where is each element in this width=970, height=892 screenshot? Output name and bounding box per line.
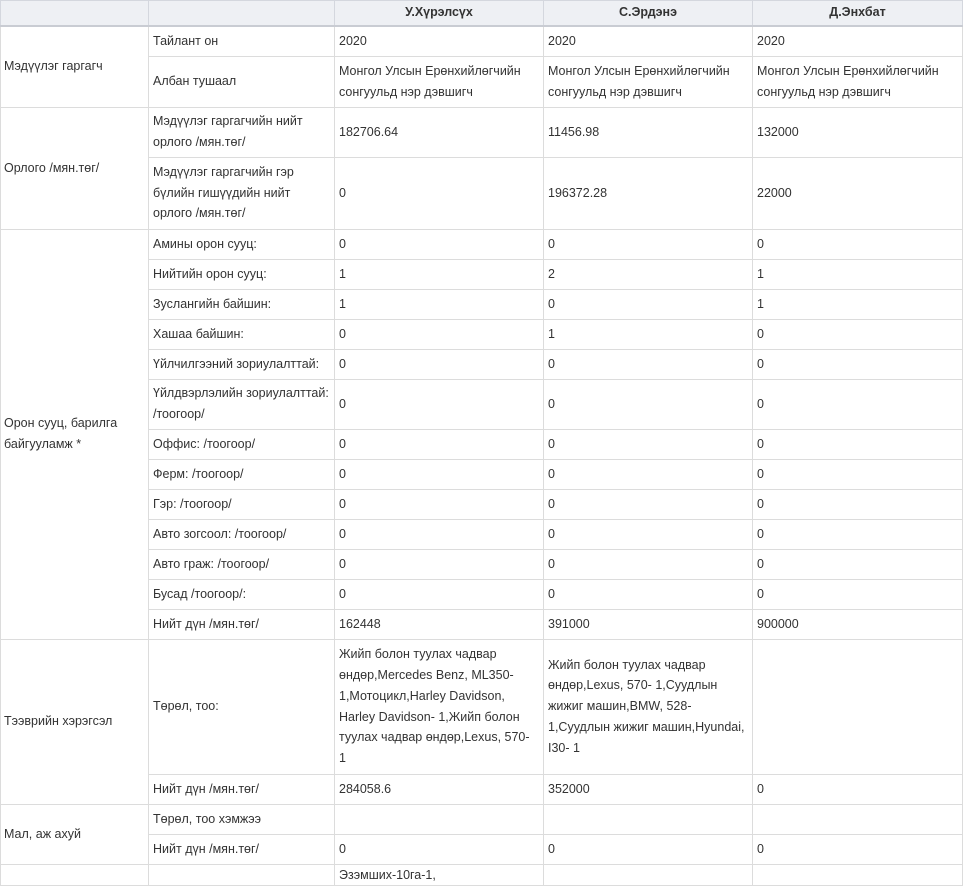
cell-value — [335, 804, 544, 834]
row-label: Төрөл, тоо хэмжээ — [149, 804, 335, 834]
cell-value: 182706.64 — [335, 107, 544, 157]
cell-value: 284058.6 — [335, 774, 544, 804]
cell-value: 0 — [335, 549, 544, 579]
cell-value: Монгол Улсын Ерөнхийлөгчийн сонгуульд нэр дэвшигч — [335, 56, 544, 107]
header-candidate-2: С.Эрдэнэ — [544, 1, 753, 27]
cell-value: 2020 — [335, 26, 544, 56]
table-row-partial — [1, 864, 963, 886]
cell-value: 900000 — [753, 609, 963, 639]
row-label: Албан тушаал — [149, 56, 335, 107]
cell-value: 0 — [753, 774, 963, 804]
cell-value: 0 — [544, 519, 753, 549]
row-label: Бусад /тоогоор/: — [149, 579, 335, 609]
cell-value: 196372.28 — [544, 157, 753, 229]
row-label: Хашаа байшин: — [149, 319, 335, 349]
cell-value: 0 — [335, 459, 544, 489]
cell-value: Жийп болон туулах чадвар өндөр,Lexus, 570- 1,Суудлын жижиг машин,BMW, 528- 1,Суудлын жижиг машин,Hyundai, I30- 1 — [544, 639, 753, 774]
cell-value: 0 — [753, 379, 963, 429]
cell-value: 1 — [544, 319, 753, 349]
cell-value: 0 — [544, 349, 753, 379]
cell-value: 0 — [544, 289, 753, 319]
cell-value — [544, 804, 753, 834]
row-label: Зуслангийн байшин: — [149, 289, 335, 319]
row-label: Авто граж: /тоогоор/ — [149, 549, 335, 579]
cell-value: Эзэмших-10га-1, — [335, 864, 544, 886]
cell-value: 1 — [753, 289, 963, 319]
row-label: Үйлчилгээний зориулалттай: — [149, 349, 335, 379]
cell-value: 0 — [544, 489, 753, 519]
cell-value: Жийп болон туулах чадвар өндөр,Mercedes Benz, ML350- 1,Мотоцикл,Harley Davidson, Harley Davidson- 1,Жийп болон туулах чадвар өндөр,Lexus, 570- 1 — [335, 639, 544, 774]
table-row — [1, 639, 963, 774]
header-candidate-1: У.Хүрэлсүх — [335, 1, 544, 27]
cell-value: 162448 — [335, 609, 544, 639]
cell-value: 0 — [753, 834, 963, 864]
cell-value: 0 — [753, 519, 963, 549]
row-label: Авто зогсоол: /тоогоор/ — [149, 519, 335, 549]
cell-value: 0 — [335, 379, 544, 429]
cell-value: 0 — [335, 157, 544, 229]
cell-value: Монгол Улсын Ерөнхийлөгчийн сонгуульд нэр дэвшигч — [544, 56, 753, 107]
row-label: Төрөл, тоо: — [149, 639, 335, 774]
cell-value: 11456.98 — [544, 107, 753, 157]
table-row — [1, 107, 963, 157]
row-label: Гэр: /тоогоор/ — [149, 489, 335, 519]
cell-value: 22000 — [753, 157, 963, 229]
cell-value: 0 — [753, 459, 963, 489]
cell-value: Монгол Улсын Ерөнхийлөгчийн сонгуульд нэр дэвшигч — [753, 56, 963, 107]
row-label: Оффис: /тоогоор/ — [149, 429, 335, 459]
cell-value: 1 — [335, 259, 544, 289]
cell-value: 0 — [335, 834, 544, 864]
cell-value — [753, 639, 963, 774]
row-label: Ферм: /тоогоор/ — [149, 459, 335, 489]
category-partial — [1, 864, 149, 886]
cell-value: 0 — [335, 229, 544, 259]
row-label: Үйлдвэрлэлийн зориулалттай: /тоогоор/ — [149, 379, 335, 429]
cell-value: 1 — [753, 259, 963, 289]
cell-value: 0 — [544, 459, 753, 489]
row-label: Нийт дүн /мян.төг/ — [149, 609, 335, 639]
cell-value: 0 — [544, 229, 753, 259]
cell-value: 0 — [544, 834, 753, 864]
cell-value: 132000 — [753, 107, 963, 157]
cell-value: 0 — [335, 519, 544, 549]
category-reporter: Мэдүүлэг гаргагч — [1, 26, 149, 107]
cell-value: 0 — [753, 349, 963, 379]
cell-value: 0 — [335, 579, 544, 609]
cell-value: 0 — [544, 579, 753, 609]
header-empty-1 — [1, 1, 149, 27]
cell-value: 0 — [753, 429, 963, 459]
cell-value: 0 — [335, 349, 544, 379]
row-label: Мэдүүлэг гаргагчийн гэр бүлийн гишүүдийн нийт орлого /мян.төг/ — [149, 157, 335, 229]
table-row — [1, 26, 963, 56]
cell-value: 391000 — [544, 609, 753, 639]
table-row — [1, 804, 963, 834]
cell-value: 0 — [753, 229, 963, 259]
cell-value: 0 — [335, 429, 544, 459]
cell-value — [753, 864, 963, 886]
table-row — [1, 229, 963, 259]
row-label — [149, 864, 335, 886]
cell-value: 0 — [335, 489, 544, 519]
header-row — [1, 1, 963, 27]
cell-value: 0 — [753, 489, 963, 519]
header-candidate-3: Д.Энхбат — [753, 1, 963, 27]
header-empty-2 — [149, 1, 335, 27]
category-livestock: Мал, аж ахуй — [1, 804, 149, 864]
row-label: Амины орон сууц: — [149, 229, 335, 259]
cell-value: 2 — [544, 259, 753, 289]
category-vehicles: Тээврийн хэрэгсэл — [1, 639, 149, 804]
row-label: Нийтийн орон сууц: — [149, 259, 335, 289]
cell-value: 2020 — [753, 26, 963, 56]
cell-value: 2020 — [544, 26, 753, 56]
cell-value — [544, 864, 753, 886]
cell-value: 0 — [544, 429, 753, 459]
row-label: Нийт дүн /мян.төг/ — [149, 774, 335, 804]
cell-value: 0 — [544, 549, 753, 579]
cell-value: 0 — [753, 549, 963, 579]
cell-value: 0 — [753, 579, 963, 609]
row-label: Тайлант он — [149, 26, 335, 56]
cell-value: 0 — [753, 319, 963, 349]
cell-value: 352000 — [544, 774, 753, 804]
category-housing: Орон сууц, барилга байгууламж * — [1, 229, 149, 639]
category-income: Орлого /мян.төг/ — [1, 107, 149, 229]
row-label: Нийт дүн /мян.төг/ — [149, 834, 335, 864]
cell-value: 1 — [335, 289, 544, 319]
cell-value — [753, 804, 963, 834]
cell-value: 0 — [335, 319, 544, 349]
row-label: Мэдүүлэг гаргагчийн нийт орлого /мян.төг/ — [149, 107, 335, 157]
cell-value: 0 — [544, 379, 753, 429]
